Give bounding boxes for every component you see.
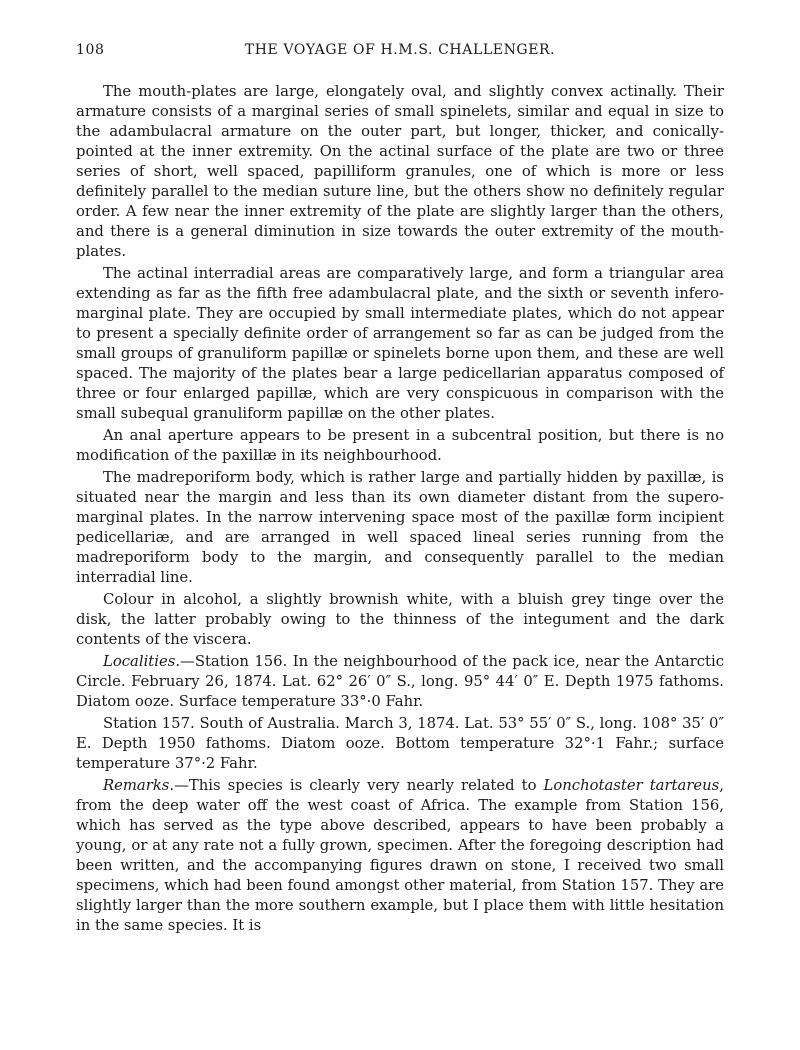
- paragraph-colour: Colour in alcohol, a slightly brownish white, with a bluish grey tinge over the disk, the latter probably owing to the thinness of the integument and the dark contents of the viscera.: [76, 591, 724, 648]
- paragraph-interradial-areas: The actinal interradial areas are comparatively large, and form a triangular area extending as far as the fifth free adambulacral plate, and the sixth or seventh infero-marginal plate. They are occupied by small intermediate plates, which do not appear to present a specially definite order of arrangement so far as can be judged from the small groups of granuliform papillæ or spinelets borne upon them, and these are well spaced. The majority of the plates bear a large pedicellarian apparatus composed of three or four enlarged papillæ, which are very conspicuous in comparison with the small subequal granuliform papillæ on the other plates.: [76, 265, 724, 422]
- species-name: Lonchotaster tartareus: [543, 777, 720, 794]
- paragraph-remarks: [76, 776, 724, 936]
- page-number: 108: [76, 42, 105, 58]
- localities-label: Localities.: [103, 653, 181, 670]
- page-header: [76, 42, 724, 64]
- remarks-label: Remarks.: [103, 777, 175, 794]
- paragraph-anal-aperture: An anal aperture appears to be present in a subcentral position, but there is no modification of the paxillæ in its neighbourhood.: [76, 427, 724, 464]
- remarks-text-a: —This species is clearly very nearly related to: [174, 777, 544, 794]
- body-text: [76, 82, 724, 938]
- paragraph-madreporiform-body: The madreporiform body, which is rather large and partially hidden by paxillæ, is situated near the margin and less than its own diameter distant from the supero-marginal plates. In the narrow intervening space most of the paxillæ form incipient pedicellariæ, and are arranged in well spaced lineal series running from the madreporiform body to the margin, and consequently parallel to the median interradial line.: [76, 469, 724, 586]
- remarks-text-b: , from the deep water off the west coast of Africa. The example from Station 156, which has served as the type above described, appears to have been probably a young, or at any rate not a fully grown, specimen. After the foregoing description had been written, and the accompanying figures drawn on stone, I received two small specimens, which had been found amongst other material, from Station 157. They are slightly larger than the more southern example, but I place them with little hesitation in the same species. It is: [76, 777, 724, 934]
- localities-station-156: —Station 156. In the neighbourhood of the pack ice, near the Antarctic Circle. February 26, 1874. Lat. 62° 26′ 0″ S., long. 95° 44′ 0″ E. Depth 1975 fathoms. Diatom ooze. Surface temperature 33°·0 Fahr.: [76, 653, 724, 710]
- paragraph-localities: [76, 652, 724, 712]
- paragraph-station-157: Station 157. South of Australia. March 3, 1874. Lat. 53° 55′ 0″ S., long. 108° 35′ 0″ E. Depth 1950 fathoms. Diatom ooze. Bottom temperature 32°·1 Fahr.; surface temperature 37°·2 Fahr.: [76, 715, 724, 772]
- paragraph-mouth-plates: The mouth-plates are large, elongately oval, and slightly convex actinally. Their armature consists of a marginal series of small spinelets, similar and equal in size to the adambulacral armature on the outer part, but longer, thicker, and conically-pointed at the inner extremity. On the actinal surface of the plate are two or three series of short, well spaced, papilliform granules, one of which is more or less definitely parallel to the median suture line, but the others show no definitely regular order. A few near the inner extremity of the plate are slightly larger than the others, and there is a general diminution in size towards the outer extremity of the mouth-plates.: [76, 83, 724, 260]
- running-title: THE VOYAGE OF H.M.S. CHALLENGER.: [244, 42, 556, 58]
